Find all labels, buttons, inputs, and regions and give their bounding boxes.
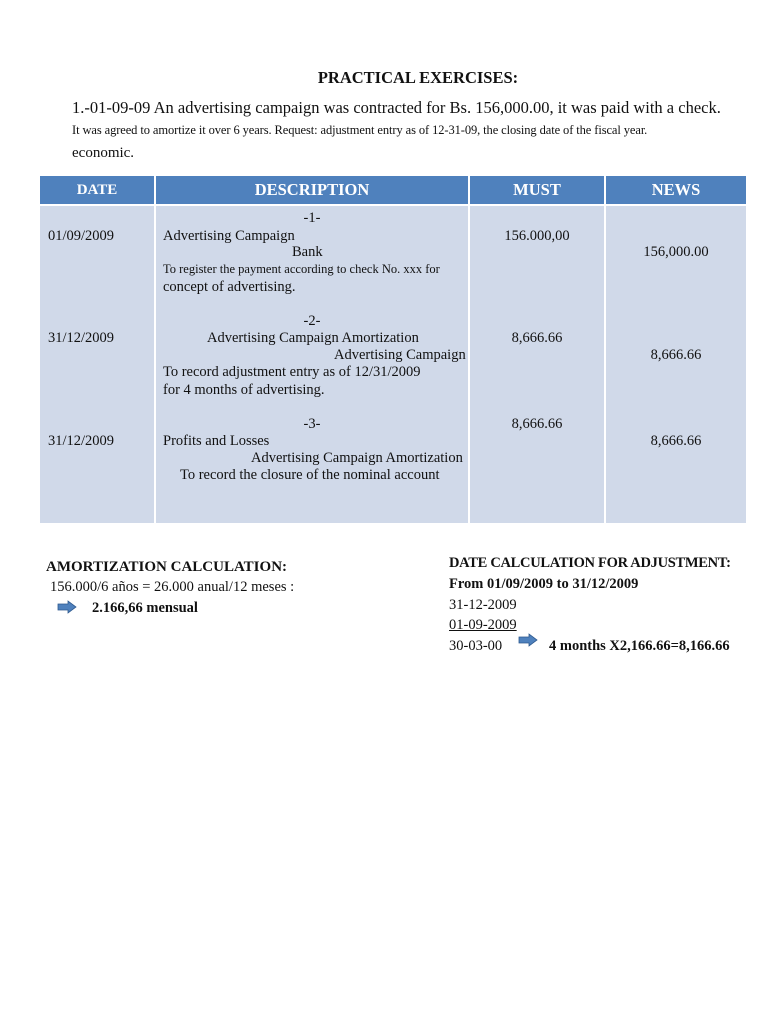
entry-date: 01/09/2009	[48, 228, 115, 244]
date-calc-start-date: 01-09-2009	[449, 617, 517, 633]
column-header-date: DATE	[76, 182, 118, 198]
date-calc-title: DATE CALCULATION FOR ADJUSTMENT:	[449, 555, 731, 571]
entry-date: 31/12/2009	[48, 330, 115, 346]
exercise-request-end: economic.	[72, 145, 135, 161]
entry-debit-account: Advertising Campaign	[163, 228, 295, 244]
entry-must-amount: 8,666.66	[511, 416, 563, 432]
entry-note: To record the closure of the nominal account	[180, 467, 440, 483]
entry-must-amount: 8,666.66	[511, 330, 563, 346]
entry-news-amount: 156,000.00	[643, 244, 709, 260]
entry-debit-account: Profits and Losses	[163, 433, 270, 449]
entry-number: -3-	[303, 416, 321, 432]
date-calc-range: From 01/09/2009 to 31/12/2009	[449, 576, 639, 592]
amortization-result: 2.166,66 mensual	[92, 600, 198, 616]
right-arrow-icon	[518, 633, 538, 647]
entry-note: for 4 months of advertising.	[163, 382, 325, 398]
entry-note: To record adjustment entry as of 12/31/2009	[163, 364, 421, 380]
entry-credit-account: Bank	[292, 244, 323, 260]
column-header-description: DESCRIPTION	[254, 180, 370, 199]
page-title: PRACTICAL EXERCISES:	[317, 68, 519, 87]
entry-debit-account: Advertising Campaign Amortization	[207, 330, 419, 346]
date-calc-difference: 30-03-00	[449, 638, 503, 654]
entry-news-amount: 8,666.66	[650, 347, 702, 363]
entry-credit-account: Advertising Campaign Amortization	[251, 450, 463, 466]
entry-note: To register the payment according to check No. xxx for	[163, 262, 440, 276]
exercise-request: It was agreed to amortize it over 6 years. Request: adjustment entry as of 12-31-09, the closing date of the fiscal year.	[72, 123, 648, 137]
journal-table	[40, 176, 746, 523]
entry-date: 31/12/2009	[48, 433, 115, 449]
amortization-title: AMORTIZATION CALCULATION:	[46, 559, 288, 575]
entry-news-amount: 8,666.66	[650, 433, 702, 449]
right-arrow-icon	[57, 600, 77, 614]
entry-number: -1-	[303, 210, 321, 226]
amortization-formula: 156.000/6 años = 26.000 anual/12 meses :	[50, 579, 295, 595]
entry-note: concept of advertising.	[163, 279, 296, 295]
exercise-statement: 1.-01-09-09 An advertising campaign was contracted for Bs. 156,000.00, it was paid with a check.	[72, 98, 721, 117]
entry-credit-account: Advertising Campaign	[334, 347, 466, 363]
column-header-must: MUST	[513, 180, 561, 199]
date-calc-end-date: 31-12-2009	[449, 597, 517, 613]
entry-must-amount: 156.000,00	[504, 228, 570, 244]
column-header-news: NEWS	[651, 180, 701, 199]
entry-number: -2-	[303, 313, 321, 329]
date-calc-result: 4 months X2,166.66=8,166.66	[549, 638, 730, 654]
